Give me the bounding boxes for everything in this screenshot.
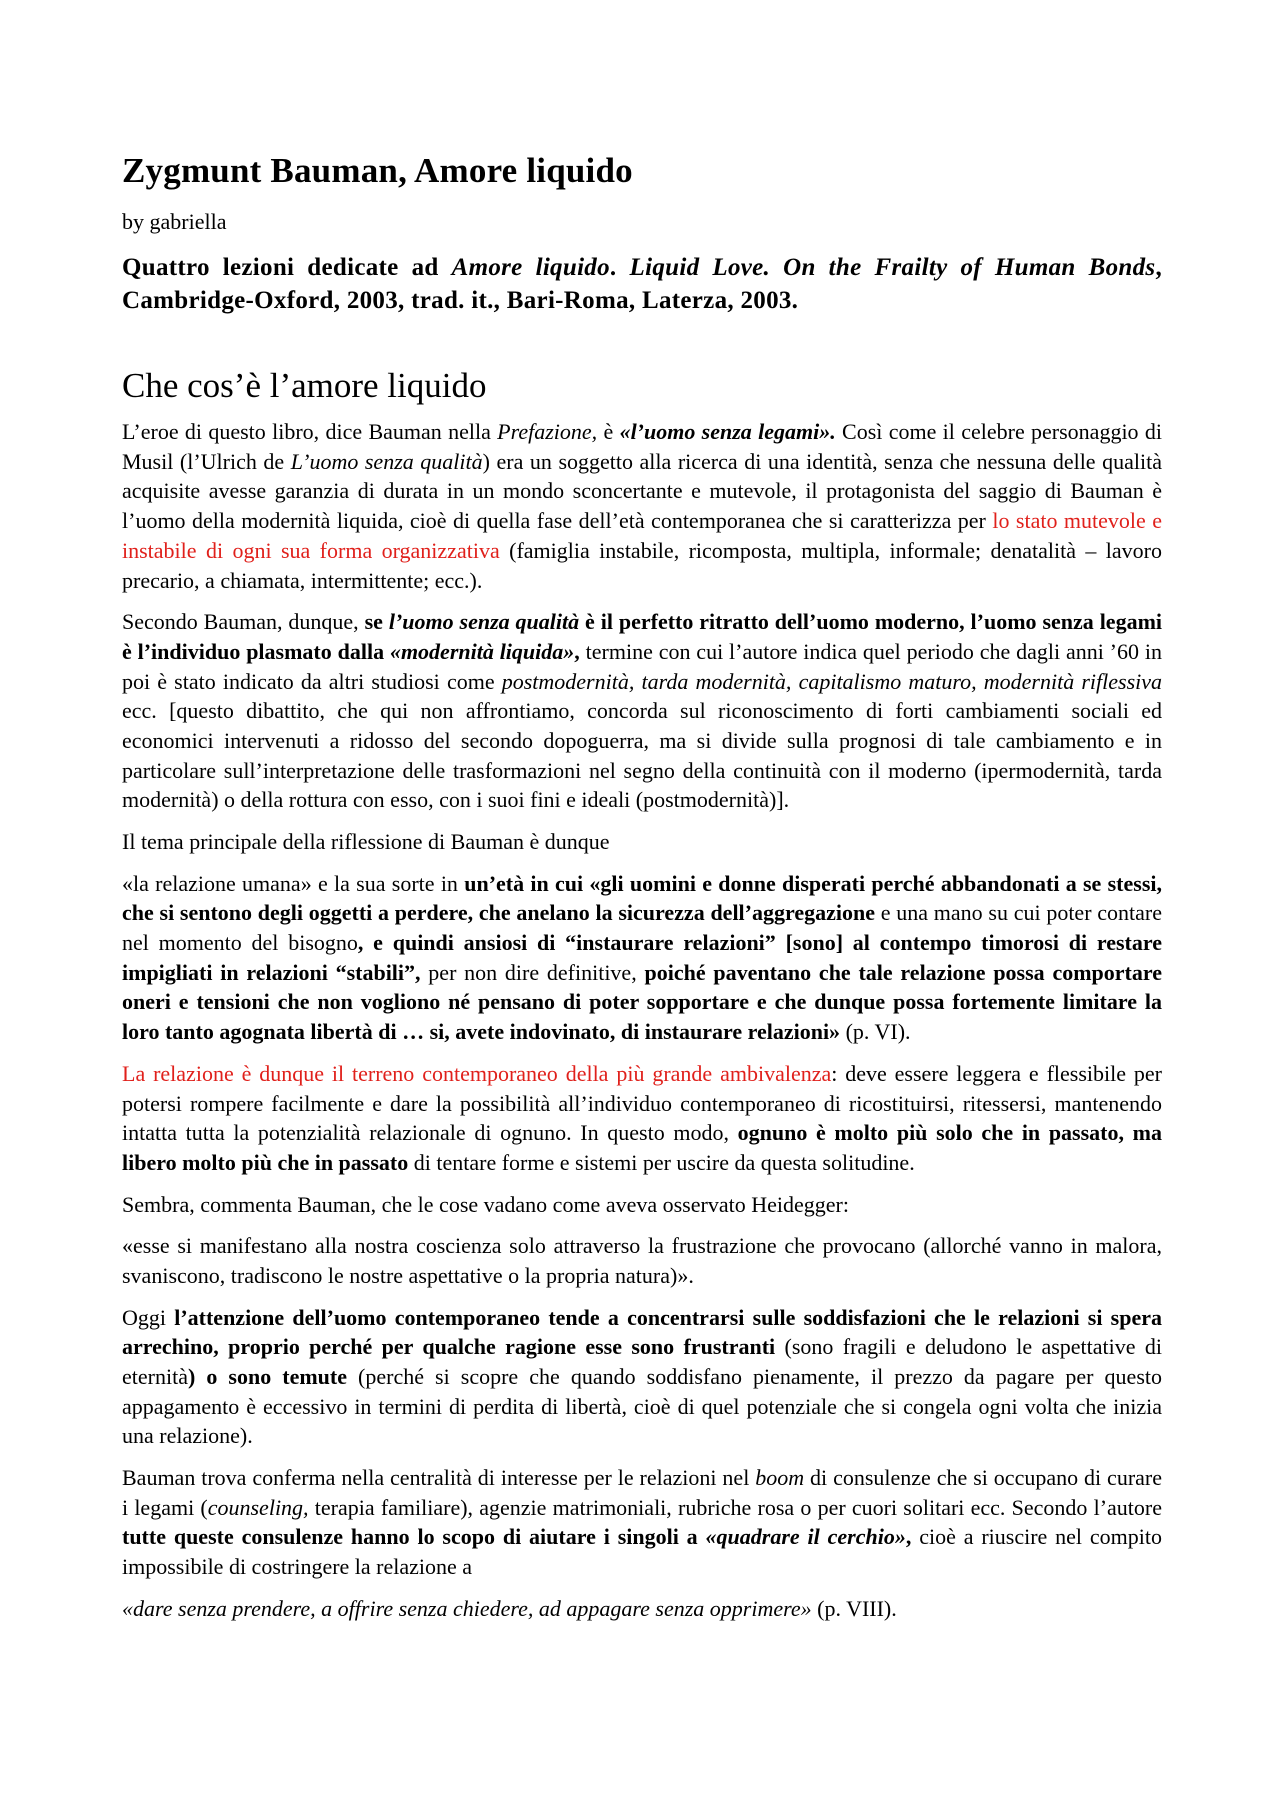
text-run-bold: poiché paventano che tale relazione possa comportare oneri e tensioni che non vogliono né pensano di poter sopportare e che dunque possa fortemente limitare la loro tanto agognata libertà di … si, avete indovinato, di instaurare relazioni» [122, 959, 1162, 1045]
section-heading: Che cos’è l’amore liquido [122, 366, 487, 406]
paragraph-10-quote [122, 1594, 1162, 1624]
text-run-bold: se [364, 609, 389, 635]
subtitle-separator: . [609, 253, 630, 281]
page-title: Zygmunt Bauman, Amore liquido [122, 151, 633, 190]
text-run: ecc. [questo dibattito, che qui non affrontiamo, concorda sul riconoscimento di forti cambiamenti sociali ed economici intervenuti a ridosso del secondo dopoguerra, ma si divide sulla prognosi di tale cambiamento e in particolare sull’interpretazione delle trasformazioni nel segno della continuità con il moderno (ipermodernità, tarda modernità) o della rottura con esso, con i suoi fini e ideali (postmodernità)]. [122, 698, 1162, 813]
text-run-bold: l’attenzione dell’uomo contemporaneo tende a concentrarsi sulle soddisfazioni che le relazioni si spera arrechino, proprio perché per qualche ragione esse sono frustranti [122, 1304, 1162, 1360]
text-run-bold: un’età in cui «gli uomini e donne disperati perché abbandonati a se stessi, che si sentono degli oggetti a perdere, che anelano la sicurezza dell’aggregazione [122, 870, 1162, 926]
text-run: (p. VI). [840, 1019, 911, 1045]
subtitle-text: Quattro lezioni dedicate ad [122, 253, 452, 281]
text-run-bold-italic: «modernità liquida» [389, 638, 575, 664]
text-run-italic: «dare senza prendere, a offrire senza chiedere, ad appagare senza opprimere» [122, 1595, 812, 1621]
text-run: (perché si scopre che quando soddisfano pienamente, il prezzo da pagare per questo appagamento è eccessivo in termini di perdita di libertà, cioè di quel potenziale che si congela ogni volta che inizia una relazione). [122, 1364, 1162, 1449]
text-run: per non dire definitive, [420, 959, 645, 985]
subtitle-publication: , Cambridge-Oxford, 2003, trad. it., Bari-Roma, Laterza, 2003. [122, 253, 1163, 314]
text-run-italic: boom [755, 1465, 805, 1491]
text-run: di tentare forme e sistemi per uscire da questa solitudine. [408, 1149, 915, 1175]
text-run: ) era un soggetto alla ricerca di una identità, senza che nessuna delle qualità acquisite avesse garanzia di durata in un mondo sconcertante e mutevole, il protagonista del saggio di Bauman è l’uomo della modernità liquida, cioè di quella fase dell’età contemporanea che si caratterizza per [122, 448, 1162, 534]
text-run: (p. VIII). [811, 1595, 897, 1621]
text-run: «la relazione umana» e la sua sorte in [122, 870, 465, 896]
text-run-italic: counseling, [207, 1494, 309, 1520]
text-run-bold-italic: «l’uomo senza legami». [619, 419, 836, 445]
text-run: è [597, 419, 620, 445]
paragraph-1 [122, 417, 1162, 595]
text-run: (sono fragili e deludono le aspettative di eternità [122, 1334, 1162, 1390]
text-run-bold: , [905, 1524, 912, 1550]
paragraph-7-quote: «esse si manifestano alla nostra coscienza solo attraverso la frustrazione che provocano (allorché vanno in malora, svaniscono, tradiscono le nostre aspettative o la propria natura)». [122, 1233, 1162, 1288]
document-page [122, 150, 1162, 1636]
paragraph-2 [122, 607, 1162, 815]
text-run-bold: , [574, 638, 580, 664]
paragraph-5 [122, 1059, 1162, 1178]
text-run: (famiglia instabile, ricomposta, multipla, informale; denatalità – lavoro precario, a chiamata, intermittente; ecc.). [122, 537, 1163, 593]
text-run: cioè a riuscire nel compito impossibile di costringere la relazione a [122, 1524, 1162, 1580]
paragraph-6: Sembra, commenta Bauman, che le cose vadano come aveva osservato Heidegger: [122, 1191, 849, 1217]
text-run: : deve essere leggera e flessibile per potersi rompere facilmente e dare la possibilità all’individuo contemporaneo di ricostituirsi, ritessersi, mantenendo intatta tutta la potenzialità relazionale di ognuno. In questo modo, [122, 1060, 1162, 1146]
text-run-italic: postmodernità, tarda modernità, capitalismo maturo, modernità riflessiva [501, 668, 1163, 694]
text-run: Così come il celebre personaggio di Musil (l’Ulrich de [122, 419, 1162, 474]
text-run-bold: è il perfetto ritratto dell’uomo moderno, l’uomo senza legami è l’individuo plasmato dalla [122, 609, 1163, 664]
highlight-red: La relazione è dunque il terreno contemporaneo della più grande ambivalenza [122, 1060, 832, 1086]
paragraph-3: Il tema principale della riflessione di Bauman è dunque [122, 829, 610, 855]
text-run: di consulenze che si occupano di curare i legami ( [122, 1465, 1163, 1520]
paragraph-9 [122, 1463, 1162, 1582]
text-run: Bauman trova conferma nella centralità di interesse per le relazioni nel [122, 1465, 756, 1491]
paragraph-8 [122, 1303, 1162, 1451]
text-run: terapia familiare), agenzie matrimoniali, rubriche rosa o per cuori solitari ecc. Secondo l’autore [308, 1494, 1162, 1520]
text-run-bold: ognuno è molto più solo che in passato, ma libero molto più che in passato [122, 1120, 1162, 1175]
text-run-italic: Prefazione, [497, 419, 598, 445]
book-reference [122, 251, 1162, 318]
text-run-bold: , e quindi ansiosi di “instaurare relazioni” [sono] al contempo timorosi di restare impigliati in relazioni “stabili”, [122, 930, 1163, 985]
highlight-red: lo stato mutevole e instabile di ogni sua forma organizzativa [122, 508, 1162, 563]
text-run-bold: tutte queste consulenze hanno lo scopo di aiutare i singoli a [122, 1524, 706, 1550]
text-run: termine con cui l’autore indica quel periodo che dagli anni ’60 in poi è stato indicato da altri studiosi come [122, 638, 1162, 694]
book-title-italian: Amore liquido [451, 253, 610, 281]
text-run: L’eroe di questo libro, dice Bauman nella [122, 419, 498, 445]
book-title-english: Liquid Love. On the Frailty of Human Bonds [629, 253, 1156, 281]
paragraph-4-quote [122, 869, 1162, 1047]
text-run-italic: L’uomo senza qualità [290, 448, 483, 474]
text-run-bold-italic: l’uomo senza qualità [388, 609, 580, 635]
text-run: e una mano su cui poter contare nel momento del bisogno [122, 900, 1162, 956]
text-run: Oggi [122, 1304, 175, 1330]
text-run-bold-italic: «quadrare il cerchio» [705, 1524, 906, 1550]
text-run: Secondo Bauman, dunque, [122, 609, 365, 635]
text-run-bold: ) o sono temute [187, 1364, 347, 1390]
byline: by gabriella [122, 209, 227, 234]
